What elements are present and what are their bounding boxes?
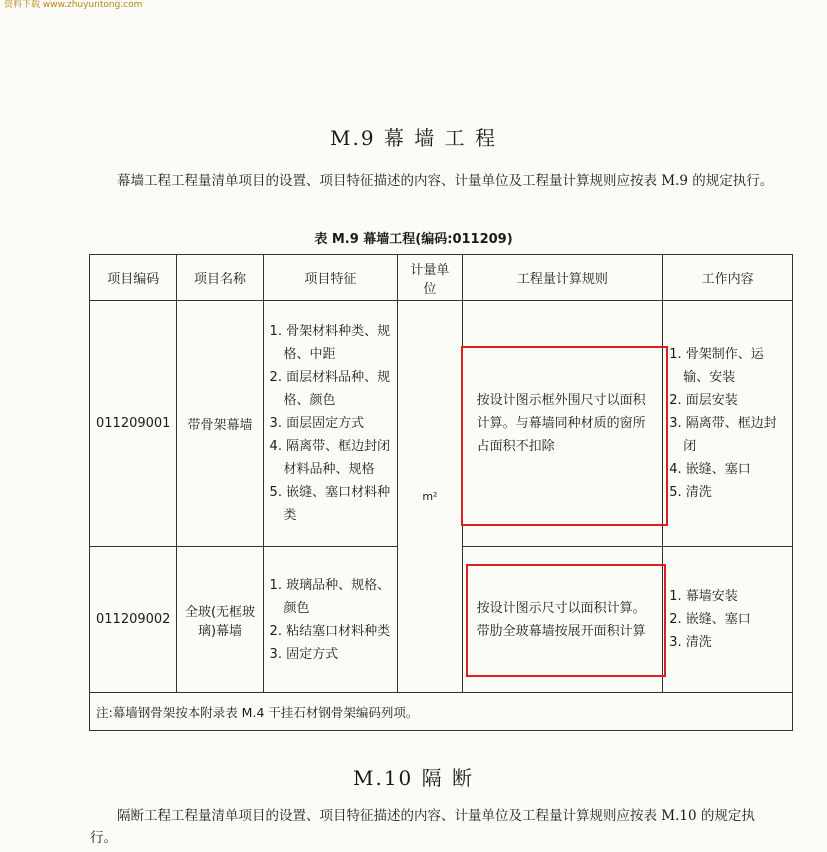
feature-item: 5. 嵌缝、塞口材料种类 [269, 485, 391, 523]
section-intro-m9: 幕墙工程工程量清单项目的设置、项目特征描述的内容、计量单位及工程量计算规则应按表 M.9 的规定执行。 [117, 173, 774, 189]
header-code: 项目编码 [90, 255, 177, 301]
section-title-m9: M.9 幕 墙 工 程 [330, 126, 497, 150]
item-work [663, 547, 793, 693]
section-intro-m10: 隔断工程工程量清单项目的设置、项目特征描述的内容、计量单位及工程量计算规则应按表 M.10 的规定执行。 [90, 808, 755, 846]
work-item: 4. 嵌缝、塞口 [669, 462, 751, 477]
work-item: 1. 幕墙安装 [669, 589, 738, 604]
rule-text: 按设计图示框外围尺寸以面积计算。与幕墙同种材质的窗所占面积不扣除 [476, 393, 646, 454]
feature-item: 1. 骨架材料种类、规格、中距 [269, 324, 391, 362]
work-item: 2. 面层安装 [669, 393, 738, 408]
header-work: 工作内容 [663, 255, 793, 301]
header-name: 项目名称 [177, 255, 263, 301]
item-features [263, 301, 398, 547]
section-title-m10: M.10 隔 断 [353, 766, 474, 790]
item-features [263, 547, 398, 693]
table-note: 注:幕墙钢骨架按本附录表 M.4 干挂石材钢骨架编码列项。 [90, 693, 793, 731]
feature-item: 3. 固定方式 [269, 646, 339, 662]
work-item: 1. 骨架制作、运输、安装 [669, 347, 764, 385]
feature-item: 1. 玻璃品种、规格、颜色 [269, 577, 391, 616]
curtain-wall-table [89, 254, 793, 731]
item-rule [462, 547, 663, 693]
feature-item: 4. 隔离带、框边封闭材料品种、规格 [269, 439, 391, 477]
item-work [663, 301, 793, 547]
work-item: 3. 隔离带、框边封闭 [669, 416, 777, 454]
item-rule [462, 301, 663, 547]
work-item: 5. 清洗 [669, 485, 712, 500]
header-unit: 计量单位 [398, 255, 462, 301]
work-item: 3. 清洗 [669, 635, 712, 650]
feature-item: 2. 面层材料品种、规格、颜色 [269, 370, 391, 408]
table-note-row [90, 693, 793, 731]
header-rule: 工程量计算规则 [462, 255, 663, 301]
item-name: 带骨架幕墙 [177, 301, 263, 547]
table-header-row [90, 255, 793, 301]
rule-text: 按设计图示尺寸以面积计算。带肋全玻幕墙按展开面积计算 [476, 600, 646, 639]
item-code: 011209001 [90, 301, 177, 547]
header-features: 项目特征 [263, 255, 398, 301]
item-name: 全玻(无框玻璃)幕墙 [177, 547, 263, 693]
work-item: 2. 嵌缝、塞口 [669, 612, 751, 627]
feature-item: 2. 粘结塞口材料种类 [269, 623, 391, 639]
table-row [90, 301, 793, 547]
header-link-text[interactable]: 资料下载 www.zhuyuntong.com [4, 0, 143, 10]
item-code: 011209002 [90, 547, 177, 693]
item-unit [398, 301, 462, 693]
table-caption: 表 M.9 幕墙工程(编码:011209) [314, 232, 513, 247]
feature-item: 3. 面层固定方式 [269, 416, 365, 431]
unit-value: m² [422, 490, 438, 503]
